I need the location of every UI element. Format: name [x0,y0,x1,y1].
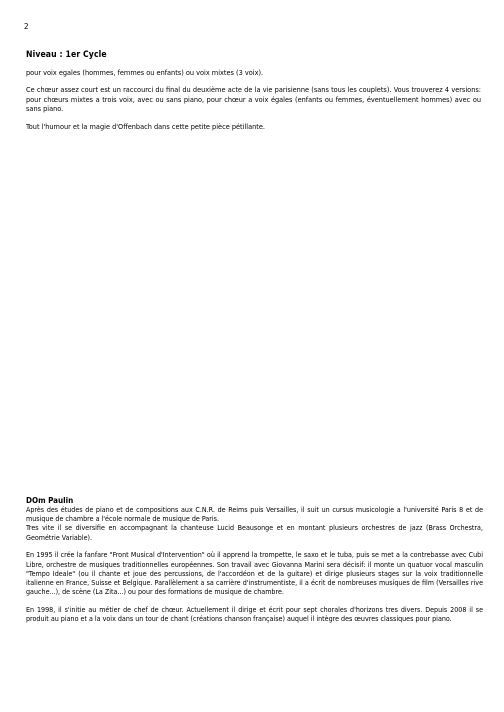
bio-paragraph-choir: En 1998, il s'initie au métier de chef de chœur. Actuellement il dirige et écrit pour sept chorales d'horizons tres divers. Depuis 2008 il se produit au piano et a la voix dans un tour de chant (créations chanson française) auquel il intègre des œuvres classiques pour piano. [26,604,483,624]
composer-name: DOm Paulin [26,496,74,505]
level-section [26,50,481,139]
bio-paragraph-studies [26,505,483,542]
level-summary-paragraph: Tout l'humour et la magie d'Offenbach dans cette petite pièce pétillante. [26,121,265,131]
composer-bio-section [26,496,483,632]
bio-studies-text: Après des études de piano et de compositions aux C.N.R. de Reims puis Versailles, il suit un cursus musicologie a l'université Paris 8 et de musique de chambre a l'école normale de musique de Paris. [26,505,483,524]
level-heading: Niveau : 1er Cycle [26,50,107,60]
page-number: 2 [24,22,29,31]
level-description-paragraph: Ce chœur assez court est un raccourci du final du deuxième acte de la vie parisienne (sans tous les couplets). Vous trouverez 4 versions: pour chœurs mixtes a trois voix, avec ou sans piano, pour chœur a voix égales (enfants ou femmes, éventuellement hommes) avec ou sans piano. [26,85,481,114]
level-voices-paragraph: pour voix egales (hommes, femmes ou enfants) ou voix mixtes (3 voix). [26,68,264,77]
bio-jazz-text: Tres vite il se diversifie en accompagnant la chanteuse Lucid Beausonge et en montant plusieurs orchestres de jazz (Brass Orchestra, Geométrie Variable). [26,523,483,542]
bio-paragraph-career: En 1995 il crée la fanfare "Front Musical d'Intervention" où il apprend la trompette, le saxo et le tuba, puis se met a la contrebasse avec Cubi Libre, orchestre de musiques traditionnelles européennes. Son travail avec Giovanna Marini sera décisif: il monte un quatuor vocal masculin "Tempo Ideale" (ou il chante et joue des percussions, de l'accordéon et de la guitare) et dirige plusieurs stages sur la voix traditionnelle italienne en France, Suisse et Belgique. Parallèlement a sa carrière d'instrumentiste, il a écrit de nombreuses musiques de film (Versailles rive gauche...), de scène (La Zita...) ou pour des formations de musique de chambre. [26,550,483,597]
